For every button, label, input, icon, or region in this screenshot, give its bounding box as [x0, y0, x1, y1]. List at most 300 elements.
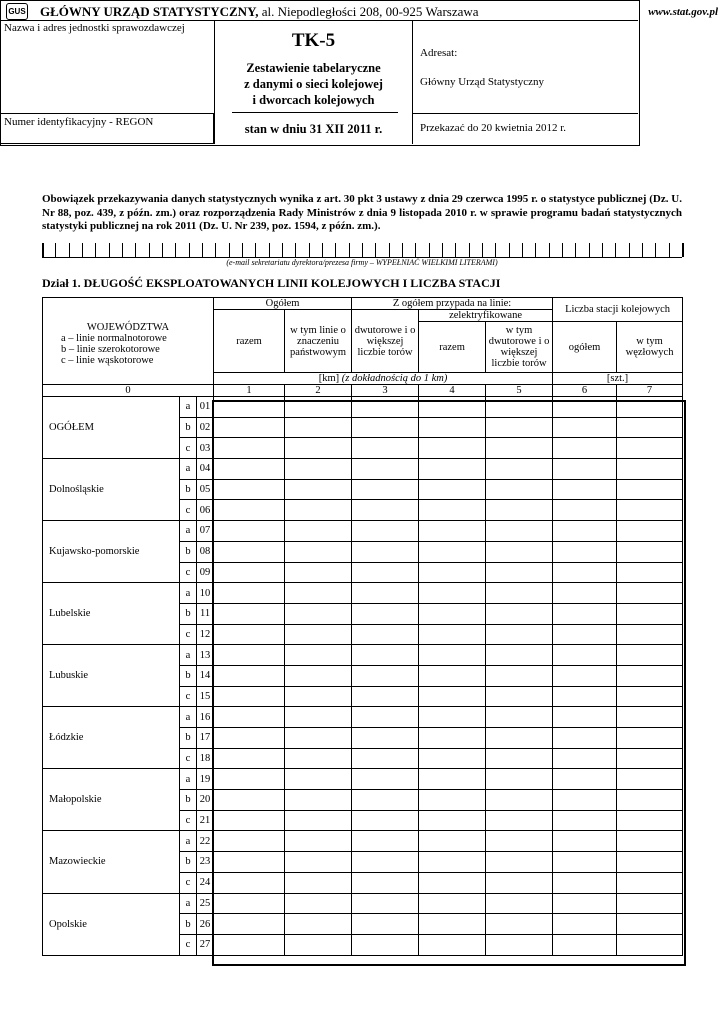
region-name: OGÓŁEM: [43, 397, 180, 459]
input-cell-col4[interactable]: [419, 748, 486, 769]
input-cell-col6[interactable]: [553, 583, 617, 604]
input-cell-col3[interactable]: [352, 665, 419, 686]
input-cell-col3[interactable]: [352, 893, 419, 914]
input-cell-col6[interactable]: [553, 500, 617, 521]
input-cell-col7[interactable]: [617, 686, 683, 707]
email-char-divider: [322, 243, 323, 257]
input-cell-col4[interactable]: [419, 521, 486, 542]
line-type-letter: a: [180, 769, 197, 790]
input-cell-col2[interactable]: [285, 459, 352, 480]
email-char-divider: [455, 243, 456, 257]
input-cell-col7[interactable]: [617, 872, 683, 893]
input-cell-col2[interactable]: [285, 831, 352, 852]
input-cell-col5[interactable]: [486, 583, 553, 604]
input-cell-col2[interactable]: [285, 686, 352, 707]
input-cell-col5[interactable]: [486, 459, 553, 480]
input-cell-col5[interactable]: [486, 686, 553, 707]
region-name: Mazowieckie: [43, 831, 180, 893]
input-cell-col7[interactable]: [617, 893, 683, 914]
input-cell-col7[interactable]: [617, 769, 683, 790]
email-char-divider: [629, 243, 630, 257]
input-cell-col3[interactable]: [352, 914, 419, 935]
input-cell-col2[interactable]: [285, 914, 352, 935]
line-type-letter: a: [180, 459, 197, 480]
row-code: 17: [197, 728, 214, 749]
input-cell-col2[interactable]: [285, 479, 352, 500]
line-type-letter: c: [180, 748, 197, 769]
line-type-letter: c: [180, 438, 197, 459]
input-cell-col2[interactable]: [285, 852, 352, 873]
input-cell-col7[interactable]: [617, 438, 683, 459]
email-char-divider: [242, 243, 243, 257]
email-char-divider: [55, 243, 56, 257]
col3-header: dwutorowe i o większej liczbie torów: [352, 310, 419, 373]
input-cell-col7[interactable]: [617, 831, 683, 852]
line-type-letter: c: [180, 624, 197, 645]
input-cell-col2[interactable]: [285, 769, 352, 790]
input-cell-col4[interactable]: [419, 583, 486, 604]
input-cell-col7[interactable]: [617, 665, 683, 686]
row-code: 09: [197, 562, 214, 583]
line-type-letter: b: [180, 541, 197, 562]
input-cell-col5[interactable]: [486, 521, 553, 542]
input-cell-col2[interactable]: [285, 645, 352, 666]
input-cell-col6[interactable]: [553, 541, 617, 562]
input-cell-col4[interactable]: [419, 479, 486, 500]
email-char-divider: [402, 243, 403, 257]
input-cell-col6[interactable]: [553, 686, 617, 707]
input-cell-col7[interactable]: [617, 810, 683, 831]
input-cell-col1[interactable]: [214, 521, 285, 542]
row-code: 10: [197, 583, 214, 604]
input-cell-col5[interactable]: [486, 479, 553, 500]
input-cell-col4[interactable]: [419, 810, 486, 831]
input-cell-col6[interactable]: [553, 438, 617, 459]
input-cell-col5[interactable]: [486, 872, 553, 893]
input-cell-col6[interactable]: [553, 665, 617, 686]
row-code: 06: [197, 500, 214, 521]
input-cell-col4[interactable]: [419, 934, 486, 955]
input-cell-col3[interactable]: [352, 645, 419, 666]
email-char-divider: [162, 243, 163, 257]
input-cell-col3[interactable]: [352, 831, 419, 852]
unit-name-label: Nazwa i adres jednostki sprawozdawczej: [4, 22, 185, 34]
input-cell-col3[interactable]: [352, 769, 419, 790]
input-cell-col1[interactable]: [214, 748, 285, 769]
email-char-divider: [149, 243, 150, 257]
input-cell-col4[interactable]: [419, 790, 486, 811]
email-char-divider: [282, 243, 283, 257]
input-cell-col2[interactable]: [285, 624, 352, 645]
email-char-divider: [95, 243, 96, 257]
input-cell-col6[interactable]: [553, 769, 617, 790]
input-cell-col5[interactable]: [486, 914, 553, 935]
input-cell-col1[interactable]: [214, 852, 285, 873]
input-cell-col3[interactable]: [352, 624, 419, 645]
input-cell-col1[interactable]: [214, 479, 285, 500]
input-cell-col1[interactable]: [214, 790, 285, 811]
input-cell-col3[interactable]: [352, 583, 419, 604]
input-cell-col7[interactable]: [617, 603, 683, 624]
input-cell-col3[interactable]: [352, 810, 419, 831]
input-cell-col3[interactable]: [352, 707, 419, 728]
email-char-divider: [229, 243, 230, 257]
row-code: 22: [197, 831, 214, 852]
row-code: 04: [197, 459, 214, 480]
input-cell-col5[interactable]: [486, 417, 553, 438]
office-name: GŁÓWNY URZĄD STATYSTYCZNY,: [40, 4, 259, 19]
input-cell-col1[interactable]: [214, 810, 285, 831]
input-cell-col1[interactable]: [214, 893, 285, 914]
line-type-letter: c: [180, 500, 197, 521]
email-char-divider: [642, 243, 643, 257]
input-cell-col5[interactable]: [486, 810, 553, 831]
email-char-divider: [522, 243, 523, 257]
input-cell-col4[interactable]: [419, 417, 486, 438]
table-row: [43, 893, 683, 914]
unit-szt: [szt.]: [553, 373, 683, 385]
input-cell-col3[interactable]: [352, 934, 419, 955]
email-char-divider: [482, 243, 483, 257]
input-cell-col5[interactable]: [486, 934, 553, 955]
input-cell-col6[interactable]: [553, 397, 617, 418]
input-cell-col5[interactable]: [486, 893, 553, 914]
input-cell-col4[interactable]: [419, 707, 486, 728]
email-char-divider: [109, 243, 110, 257]
col2-header: w tym linie o znaczeniu państwowym: [285, 310, 352, 373]
form-title: Zestawienie tabelaryczne z danymi o sieci kolejowej i dworcach kolejowych: [244, 61, 383, 107]
input-cell-col3[interactable]: [352, 417, 419, 438]
input-cell-col7[interactable]: [617, 541, 683, 562]
input-cell-col3[interactable]: [352, 438, 419, 459]
input-cell-col1[interactable]: [214, 562, 285, 583]
input-cell-col2[interactable]: [285, 541, 352, 562]
input-cell-col4[interactable]: [419, 831, 486, 852]
input-cell-col4[interactable]: [419, 665, 486, 686]
input-cell-col1[interactable]: [214, 665, 285, 686]
addressee: Główny Urząd Statystyczny: [420, 76, 545, 88]
input-cell-col1[interactable]: [214, 624, 285, 645]
input-cell-col1[interactable]: [214, 872, 285, 893]
row-code: 24: [197, 872, 214, 893]
input-cell-col6[interactable]: [553, 624, 617, 645]
email-char-divider: [602, 243, 603, 257]
line-type-letter: b: [180, 665, 197, 686]
input-cell-col1[interactable]: [214, 728, 285, 749]
input-cell-col6[interactable]: [553, 479, 617, 500]
input-cell-col2[interactable]: [285, 397, 352, 418]
email-char-divider: [415, 243, 416, 257]
email-char-divider: [202, 243, 203, 257]
regon-label: Numer identyfikacyjny - REGON: [4, 116, 154, 128]
input-cell-col6[interactable]: [553, 459, 617, 480]
input-cell-col3[interactable]: [352, 748, 419, 769]
input-cell-col3[interactable]: [352, 562, 419, 583]
input-cell-col1[interactable]: [214, 583, 285, 604]
table-row: [43, 459, 683, 480]
row-code: 07: [197, 521, 214, 542]
input-cell-col3[interactable]: [352, 479, 419, 500]
region-name: Opolskie: [43, 893, 180, 955]
email-char-divider: [122, 243, 123, 257]
region-name: Małopolskie: [43, 769, 180, 831]
row-code: 23: [197, 852, 214, 873]
input-cell-col6[interactable]: [553, 645, 617, 666]
input-cell-col2[interactable]: [285, 790, 352, 811]
input-cell-col1[interactable]: [214, 500, 285, 521]
input-cell-col5[interactable]: [486, 603, 553, 624]
input-cell-col4[interactable]: [419, 852, 486, 873]
input-cell-col6[interactable]: [553, 893, 617, 914]
input-cell-col3[interactable]: [352, 521, 419, 542]
line-type-letter: c: [180, 562, 197, 583]
input-cell-col1[interactable]: [214, 603, 285, 624]
input-cell-col1[interactable]: [214, 645, 285, 666]
website-link[interactable]: www.stat.gov.pl: [648, 6, 718, 18]
input-cell-col5[interactable]: [486, 831, 553, 852]
table-row: [43, 707, 683, 728]
input-cell-col4[interactable]: [419, 769, 486, 790]
email-char-divider: [362, 243, 363, 257]
table-row: [43, 831, 683, 852]
input-cell-col1[interactable]: [214, 541, 285, 562]
input-cell-col3[interactable]: [352, 397, 419, 418]
input-cell-col4[interactable]: [419, 541, 486, 562]
office-line: [40, 4, 479, 20]
input-cell-col7[interactable]: [617, 790, 683, 811]
input-cell-col1[interactable]: [214, 438, 285, 459]
email-char-divider: [135, 243, 136, 257]
input-cell-col6[interactable]: [553, 790, 617, 811]
email-char-divider: [469, 243, 470, 257]
input-cell-col7[interactable]: [617, 707, 683, 728]
input-cell-col4[interactable]: [419, 893, 486, 914]
input-cell-col1[interactable]: [214, 397, 285, 418]
email-char-divider: [175, 243, 176, 257]
line-type-letter: b: [180, 417, 197, 438]
input-cell-col7[interactable]: [617, 624, 683, 645]
input-cell-col5[interactable]: [486, 438, 553, 459]
input-cell-col2[interactable]: [285, 934, 352, 955]
input-cell-col7[interactable]: [617, 852, 683, 873]
input-cell-col4[interactable]: [419, 459, 486, 480]
input-cell-col2[interactable]: [285, 438, 352, 459]
input-cell-col5[interactable]: [486, 541, 553, 562]
input-cell-col6[interactable]: [553, 521, 617, 542]
input-cell-col5[interactable]: [486, 790, 553, 811]
row-code: 19: [197, 769, 214, 790]
form-code: TK-5: [291, 30, 336, 51]
input-cell-col3[interactable]: [352, 852, 419, 873]
region-header: WOJEWÓDZTWA a – linie normalnotorowe b – linie szerokotorowe c – linie wąskotorowe: [43, 298, 214, 385]
input-cell-col7[interactable]: [617, 645, 683, 666]
email-input[interactable]: [42, 243, 682, 258]
table-row: [43, 397, 683, 418]
input-cell-col3[interactable]: [352, 790, 419, 811]
input-cell-col1[interactable]: [214, 769, 285, 790]
input-cell-col1[interactable]: [214, 459, 285, 480]
line-type-letter: c: [180, 872, 197, 893]
input-cell-col5[interactable]: [486, 707, 553, 728]
input-cell-col3[interactable]: [352, 603, 419, 624]
line-type-letter: b: [180, 479, 197, 500]
row-code: 11: [197, 603, 214, 624]
input-cell-col3[interactable]: [352, 500, 419, 521]
input-cell-col7[interactable]: [617, 459, 683, 480]
input-cell-col6[interactable]: [553, 872, 617, 893]
input-cell-col4[interactable]: [419, 686, 486, 707]
input-cell-col2[interactable]: [285, 562, 352, 583]
input-cell-col1[interactable]: [214, 934, 285, 955]
input-cell-col1[interactable]: [214, 831, 285, 852]
email-char-divider: [442, 243, 443, 257]
input-cell-col6[interactable]: [553, 914, 617, 935]
deadline: Przekazać do 20 kwietnia 2012 r.: [420, 122, 567, 134]
input-cell-col5[interactable]: [486, 852, 553, 873]
form-header: [0, 0, 718, 146]
input-cell-col5[interactable]: [486, 645, 553, 666]
input-cell-col6[interactable]: [553, 707, 617, 728]
input-cell-col2[interactable]: [285, 810, 352, 831]
input-cell-col5[interactable]: [486, 624, 553, 645]
input-cell-col2[interactable]: [285, 893, 352, 914]
input-cell-col7[interactable]: [617, 397, 683, 418]
section-title: Dział 1. DŁUGOŚĆ EKSPLOATOWANYCH LINII KOLEJOWYCH I LICZBA STACJI: [42, 276, 501, 290]
row-code: 27: [197, 934, 214, 955]
input-cell-col5[interactable]: [486, 665, 553, 686]
input-cell-col7[interactable]: [617, 583, 683, 604]
col6-header: ogółem: [553, 322, 617, 373]
line-type-letter: a: [180, 645, 197, 666]
input-cell-col2[interactable]: [285, 417, 352, 438]
input-cell-col6[interactable]: [553, 748, 617, 769]
input-cell-col7[interactable]: [617, 417, 683, 438]
input-cell-col1[interactable]: [214, 707, 285, 728]
col7-header: w tym węzłowych: [617, 322, 683, 373]
input-cell-col6[interactable]: [553, 934, 617, 955]
email-char-divider: [549, 243, 550, 257]
input-cell-col3[interactable]: [352, 872, 419, 893]
input-cell-col4[interactable]: [419, 914, 486, 935]
email-char-divider: [669, 243, 670, 257]
line-type-letter: b: [180, 852, 197, 873]
row-code: 15: [197, 686, 214, 707]
input-cell-col6[interactable]: [553, 831, 617, 852]
stations-header: Liczba stacji kolejowych: [553, 298, 683, 322]
table-row: [43, 583, 683, 604]
region-name: Łódzkie: [43, 707, 180, 769]
input-cell-col7[interactable]: [617, 500, 683, 521]
input-cell-col6[interactable]: [553, 810, 617, 831]
legal-notice: Obowiązek przekazywania danych statystycznych wynika z art. 30 pkt 3 ustawy z dnia 29 czerwca 1995 r. o statystyce publicznej (Dz. U. Nr 88, poz. 439, z późn. zm.) oraz rozporządzenia Rady Ministrów z dnia 9 listopada 2010 r. w sprawie programu badań statystycznych statystyki publicznej na rok 2011 (Dz. U. Nr 239, poz. 1594, z późn. zm.).: [42, 193, 682, 232]
table-row: [43, 769, 683, 790]
input-cell-col4[interactable]: [419, 645, 486, 666]
row-code: 18: [197, 748, 214, 769]
line-type-letter: a: [180, 397, 197, 418]
input-cell-col3[interactable]: [352, 686, 419, 707]
input-cell-col2[interactable]: [285, 748, 352, 769]
input-cell-col5[interactable]: [486, 500, 553, 521]
input-cell-col3[interactable]: [352, 541, 419, 562]
input-cell-col4[interactable]: [419, 397, 486, 418]
input-cell-col4[interactable]: [419, 872, 486, 893]
input-cell-col3[interactable]: [352, 459, 419, 480]
input-cell-col7[interactable]: [617, 914, 683, 935]
input-cell-col6[interactable]: [553, 603, 617, 624]
input-cell-col7[interactable]: [617, 748, 683, 769]
addressee-label: Adresat:: [420, 47, 458, 59]
input-cell-col7[interactable]: [617, 562, 683, 583]
input-cell-col2[interactable]: [285, 603, 352, 624]
input-cell-col2[interactable]: [285, 583, 352, 604]
input-cell-col4[interactable]: [419, 728, 486, 749]
input-cell-col7[interactable]: [617, 728, 683, 749]
line-type-letter: a: [180, 583, 197, 604]
input-cell-col6[interactable]: [553, 852, 617, 873]
input-cell-col5[interactable]: [486, 769, 553, 790]
line-type-letter: b: [180, 728, 197, 749]
row-code: 12: [197, 624, 214, 645]
office-address: al. Niepodległości 208, 00-925 Warszawa: [261, 4, 479, 19]
railway-table: [42, 297, 683, 956]
row-code: 26: [197, 914, 214, 935]
input-cell-col3[interactable]: [352, 728, 419, 749]
email-char-divider: [655, 243, 656, 257]
line-type-letter: c: [180, 810, 197, 831]
table-row: [43, 521, 683, 542]
input-cell-col4[interactable]: [419, 624, 486, 645]
input-cell-col5[interactable]: [486, 748, 553, 769]
email-char-divider: [562, 243, 563, 257]
input-cell-col7[interactable]: [617, 521, 683, 542]
email-char-divider: [295, 243, 296, 257]
input-cell-col6[interactable]: [553, 728, 617, 749]
region-name: Dolnośląskie: [43, 459, 180, 521]
input-cell-col4[interactable]: [419, 500, 486, 521]
input-cell-col2[interactable]: [285, 521, 352, 542]
email-char-divider: [495, 243, 496, 257]
email-char-divider: [255, 243, 256, 257]
row-code: 08: [197, 541, 214, 562]
input-cell-col1[interactable]: [214, 686, 285, 707]
email-char-divider: [575, 243, 576, 257]
input-cell-col5[interactable]: [486, 562, 553, 583]
input-cell-col5[interactable]: [486, 728, 553, 749]
input-cell-col2[interactable]: [285, 665, 352, 686]
input-cell-col2[interactable]: [285, 707, 352, 728]
input-cell-col6[interactable]: [553, 417, 617, 438]
input-cell-col7[interactable]: [617, 479, 683, 500]
input-cell-col4[interactable]: [419, 562, 486, 583]
input-cell-col1[interactable]: [214, 417, 285, 438]
email-char-divider: [69, 243, 70, 257]
input-cell-col2[interactable]: [285, 728, 352, 749]
input-cell-col6[interactable]: [553, 562, 617, 583]
input-cell-col5[interactable]: [486, 397, 553, 418]
email-char-divider: [335, 243, 336, 257]
line-type-letter: b: [180, 914, 197, 935]
input-cell-col4[interactable]: [419, 438, 486, 459]
input-cell-col2[interactable]: [285, 500, 352, 521]
input-cell-col2[interactable]: [285, 872, 352, 893]
input-cell-col7[interactable]: [617, 934, 683, 955]
input-cell-col1[interactable]: [214, 914, 285, 935]
email-char-divider: [349, 243, 350, 257]
input-cell-col4[interactable]: [419, 603, 486, 624]
email-hint: (e-mail sekretariatu dyrektora/prezesa firmy – WYPEŁNIAĆ WIELKIMI LITERAMI): [226, 258, 498, 267]
column-numbers: 0 1 2 3 4 5 6 7: [43, 385, 683, 397]
row-code: 02: [197, 417, 214, 438]
